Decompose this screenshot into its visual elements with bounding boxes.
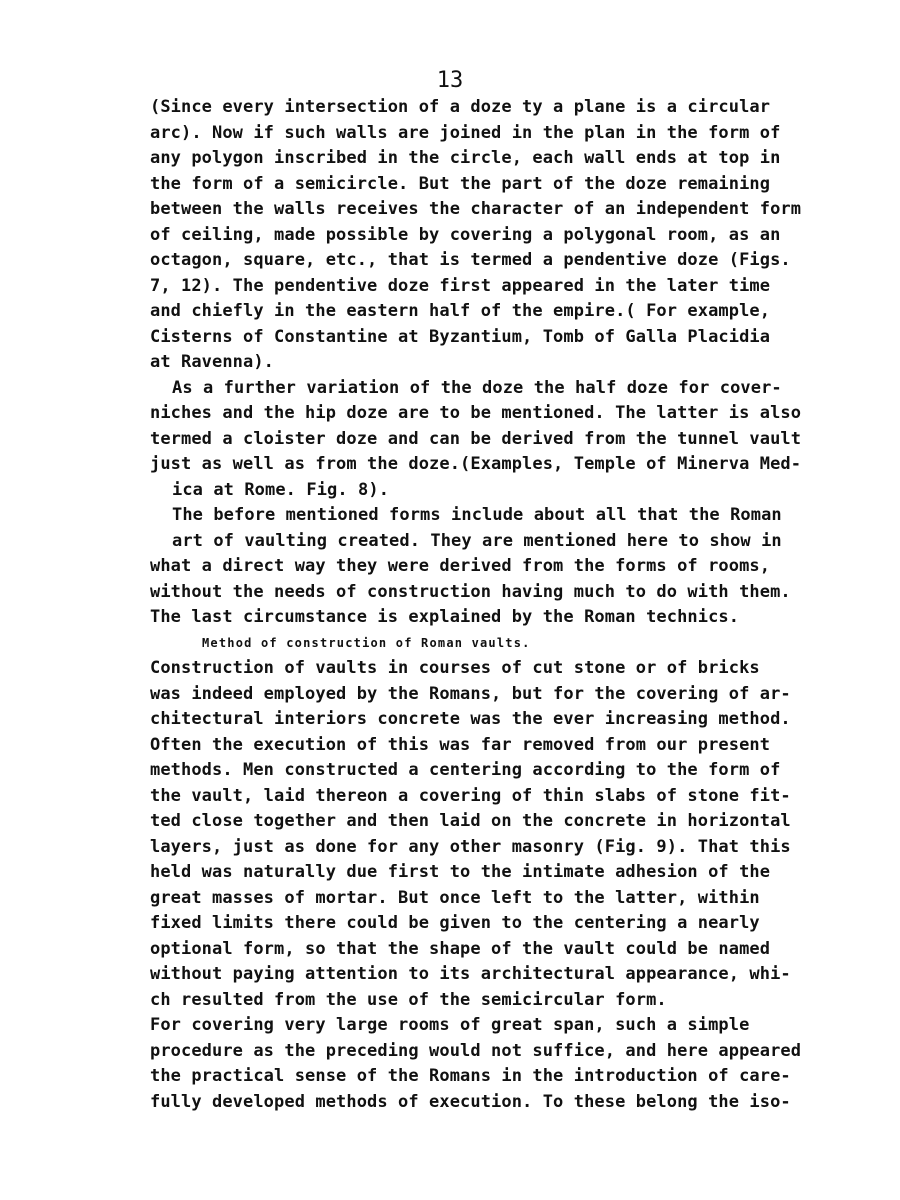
text-line: the form of a semicircle. But the part of the doze remaining: [150, 173, 771, 194]
text-line: methods. Men constructed a centering according to the form of: [150, 760, 781, 780]
document-body: [150, 95, 800, 1115]
text-line: Often the execution of this was far removed from our present: [150, 734, 771, 755]
text-line: Cisterns of Constantine at Byzantium, Tomb of Galla Placidia: [150, 326, 771, 347]
text-line: ica at Rome. Fig. 8).: [172, 479, 390, 500]
text-line: procedure as the preceding would not suffice, and here appeared: [150, 1040, 802, 1061]
text-line: chitectural interiors concrete was the ever increasing method.: [150, 709, 791, 729]
section-heading: Method of construction of Roman vaults.: [202, 635, 531, 650]
text-line: Construction of vaults in courses of cut stone or of bricks: [150, 658, 760, 678]
text-line: As a further variation of the doze the half doze for cover-: [172, 377, 782, 398]
text-line: fully developed methods of execution. To these belong the iso-: [150, 1091, 791, 1112]
text-line: at Ravenna).: [150, 352, 275, 372]
text-line: held was naturally due first to the intimate adhesion of the: [150, 862, 771, 882]
text-line: (Since every intersection of a doze ty a plane is a circular: [150, 97, 771, 117]
text-line: without the needs of construction having much to do with them.: [150, 581, 791, 602]
text-line: the practical sense of the Romans in the introduction of care-: [150, 1066, 791, 1086]
text-line: The last circumstance is explained by the Roman technics.: [150, 607, 740, 627]
text-line: without paying attention to its architectural appearance, whi-: [150, 964, 791, 984]
text-line: layers, just as done for any other masonry (Fig. 9). That this: [150, 836, 791, 857]
text-line: niches and the hip doze are to be mentioned. The latter is also: [150, 403, 802, 423]
text-line: The before mentioned forms include about all that the Roman: [172, 505, 782, 525]
text-line: For covering very large rooms of great span, such a simple: [150, 1015, 750, 1035]
text-line: termed a cloister doze and can be derived from the tunnel vault: [150, 428, 802, 449]
page-number: 13: [436, 68, 464, 93]
text-line: great masses of mortar. But once left to the latter, within: [150, 887, 760, 908]
text-line: just as well as from the doze.(Examples, Temple of Minerva Med-: [150, 454, 802, 474]
text-line: optional form, so that the shape of the vault could be named: [150, 938, 771, 959]
text-line: was indeed employed by the Romans, but for the covering of ar-: [150, 683, 791, 704]
text-line: arc). Now if such walls are joined in the plan in the form of: [150, 122, 781, 143]
text-line: between the walls receives the character of an independent form: [150, 199, 802, 219]
text-line: fixed limits there could be given to the centering a nearly: [150, 913, 760, 933]
text-line: ted close together and then laid on the concrete in horizontal: [150, 811, 791, 831]
text-line: what a direct way they were derived from the forms of rooms,: [150, 556, 771, 576]
text-line: of ceiling, made possible by covering a polygonal room, as an: [150, 224, 781, 245]
text-line: art of vaulting created. They are mentioned here to show in: [172, 530, 782, 551]
text-line: the vault, laid thereon a covering of thin slabs of stone fit-: [150, 785, 791, 806]
text-line: octagon, square, etc., that is termed a pendentive doze (Figs.: [150, 250, 791, 270]
text-line: any polygon inscribed in the circle, each wall ends at top in: [150, 148, 781, 168]
text-line: ch resulted from the use of the semicircular form.: [150, 989, 667, 1010]
text-line: and chiefly in the eastern half of the empire.( For example,: [150, 301, 771, 321]
text-line: 7, 12). The pendentive doze first appeared in the later time: [150, 275, 771, 296]
